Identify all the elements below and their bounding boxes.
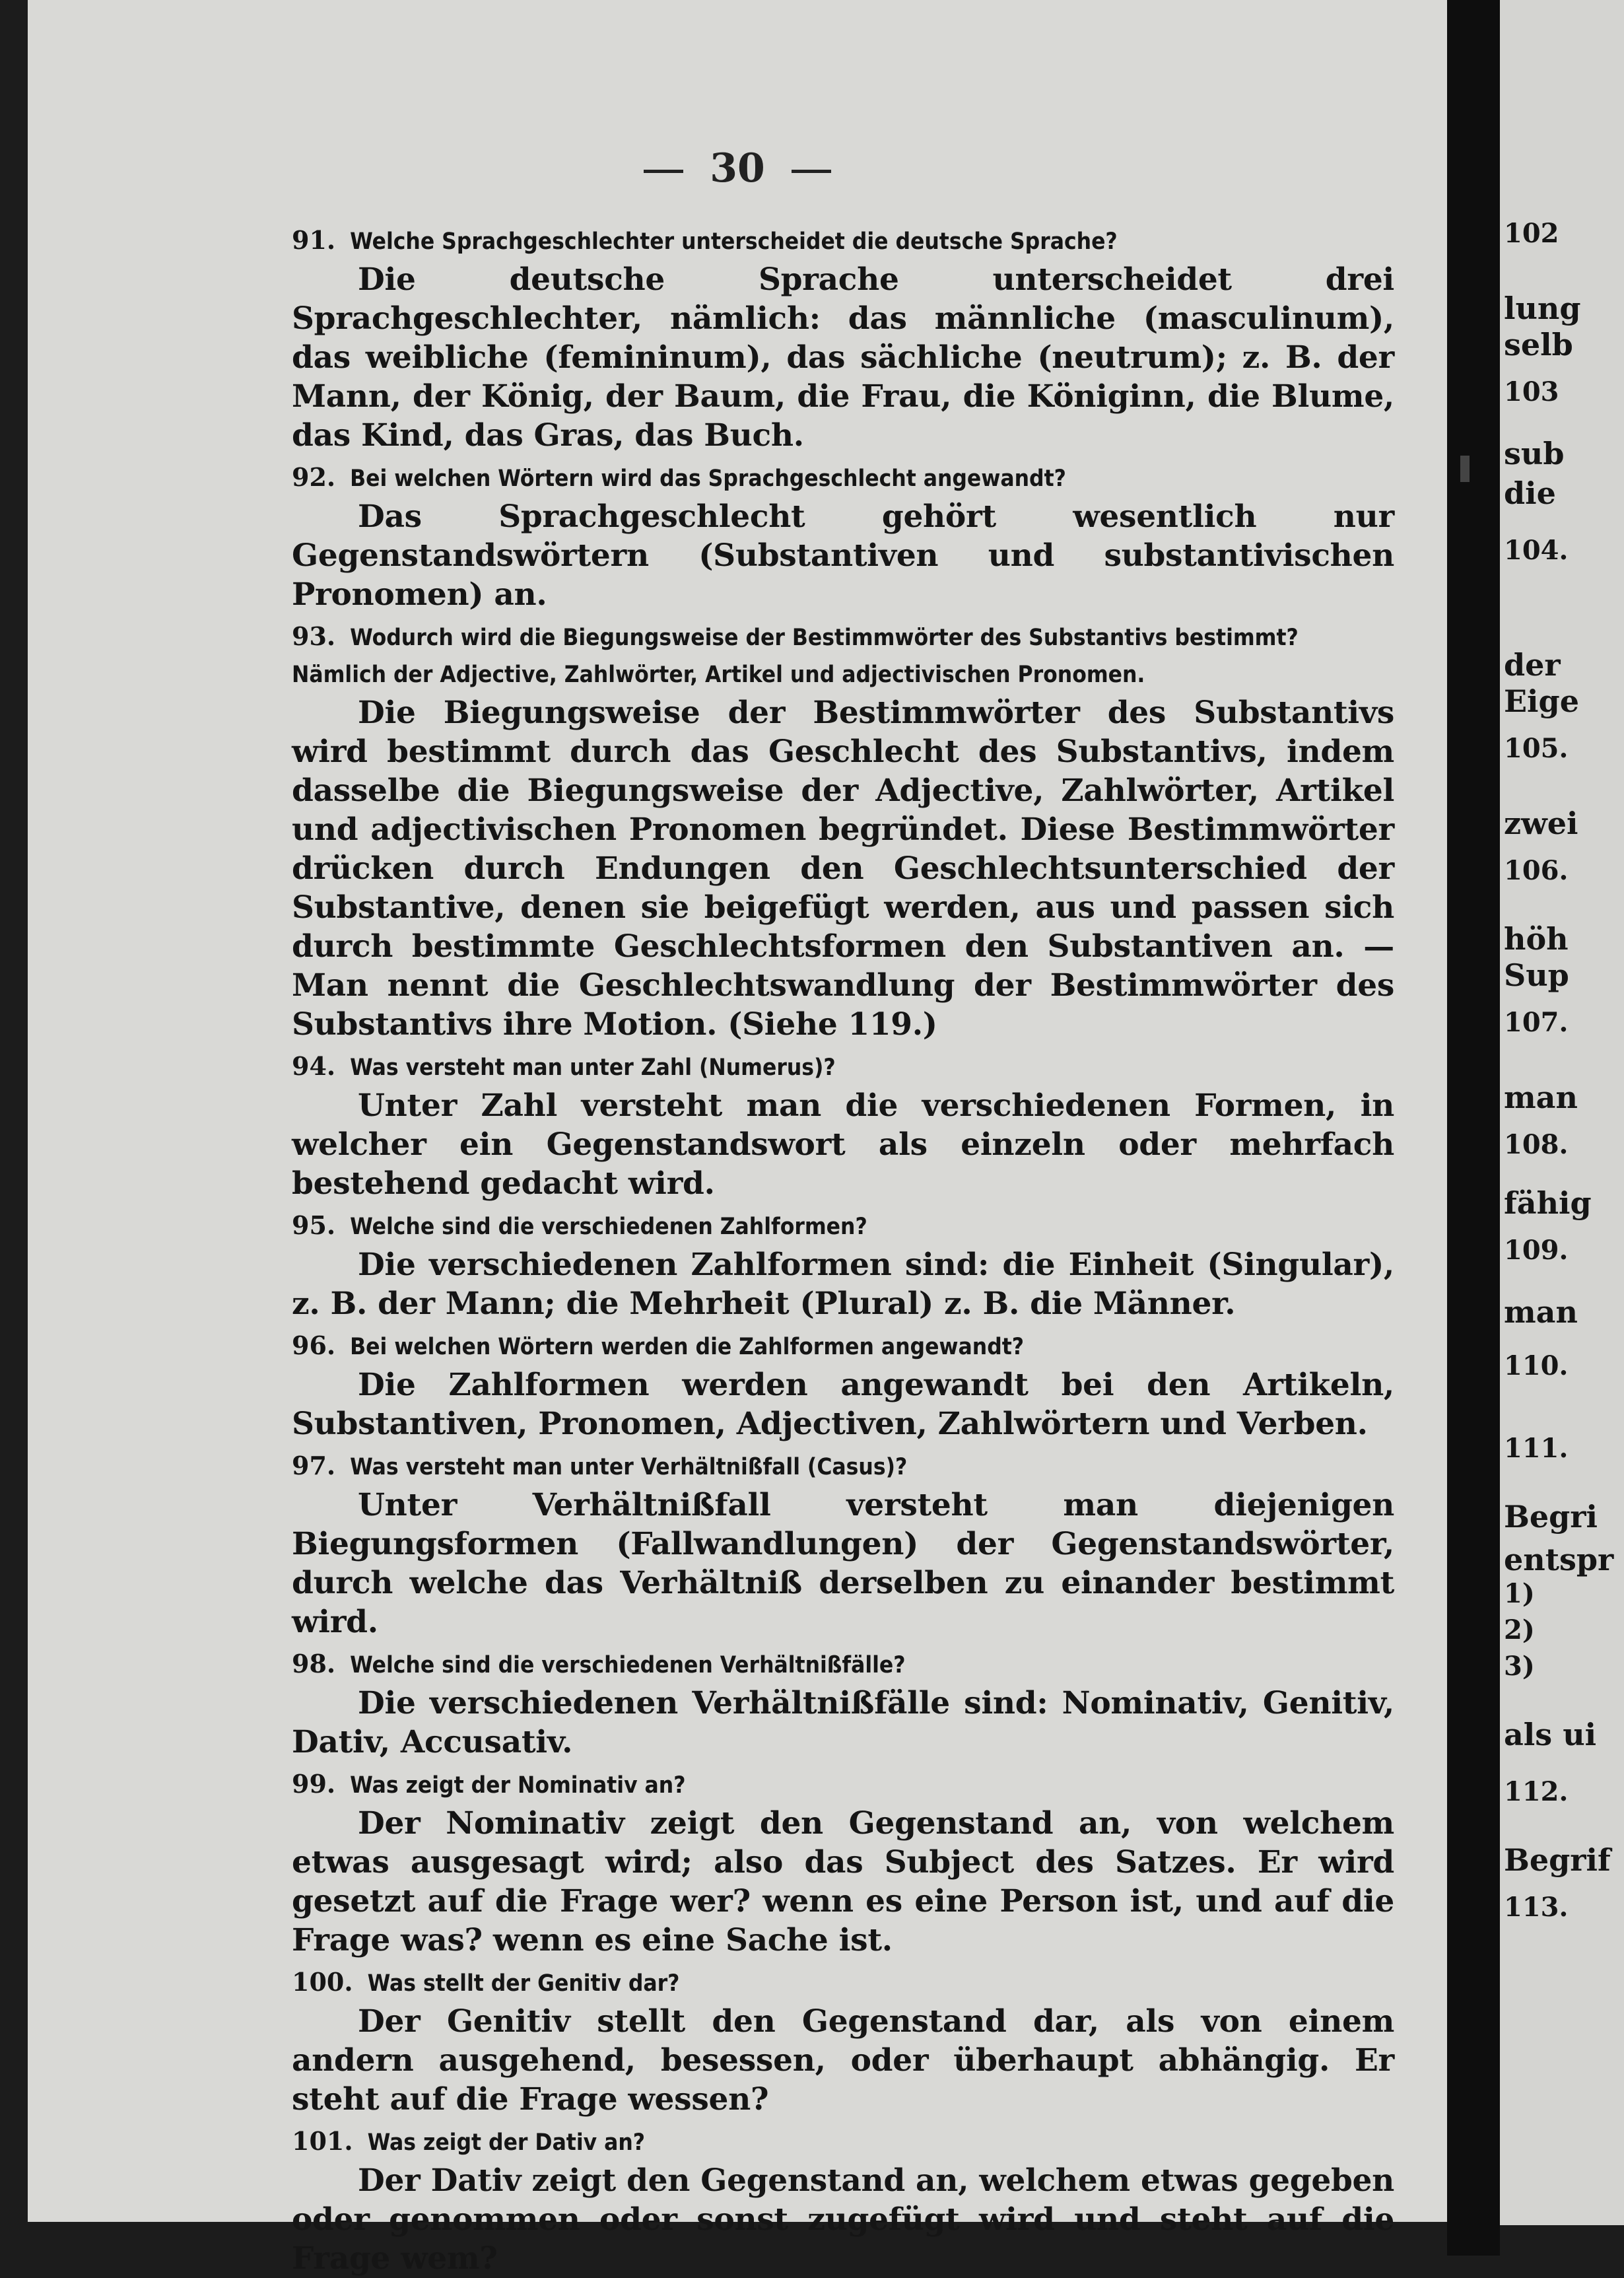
facing-page-fragment: 111. [1504, 1433, 1569, 1464]
answer-text: Der Nominativ zeigt den Gegenstand an, von welchem etwas ausgesagt wird; also das Subject des Satzes. Er wird gesetzt auf die Frage wer? wenn es eine Person ist, und auf die Frage was? wenn es eine Sache ist. [292, 1805, 1394, 1958]
header-dash-left [644, 170, 683, 173]
facing-page-fragment: 110. [1504, 1350, 1569, 1381]
question-text: Was stellt der Genitiv dar? [367, 1970, 680, 1997]
facing-page-fragment: lung [1504, 291, 1581, 326]
question-text: Wodurch wird die Biegungsweise der Bestimmwörter des Substantivs bestimmt? Nämlich der Adjective, Zahlwörter, Artikel und adjectivischen Pronomen. [292, 625, 1299, 688]
answer-text: Unter Zahl versteht man die verschiedenen Formen, in welcher ein Gegenstandswort als einzeln oder mehrfach bestehend gedacht wird. [292, 1087, 1394, 1202]
question-text: Was zeigt der Dativ an? [367, 2129, 646, 2156]
facing-page-fragment: man [1504, 1080, 1578, 1115]
question-number: 101. [292, 2126, 353, 2156]
question-text: Bei welchen Wörtern wird das Sprachgeschlecht angewandt? [350, 466, 1066, 492]
question-number: 93. [292, 621, 336, 651]
question-number: 95. [292, 1210, 336, 1240]
facing-page-fragment: höh [1504, 921, 1569, 957]
facing-page-fragment: 3) [1504, 1651, 1535, 1682]
answer-text: Der Dativ zeigt den Gegenstand an, welchem etwas gegeben oder genommen oder sonst zugefügt wird und steht auf die Frage wem? [292, 2162, 1394, 2277]
header-dash-right [792, 170, 831, 173]
answer-text: Der Genitiv stellt den Gegenstand dar, als von einem andern ausgehend, besessen, oder überhaupt abhängig. Er steht auf die Frage wessen? [292, 2003, 1394, 2118]
facing-page-fragment: 2) [1504, 1614, 1535, 1645]
answer-text: Unter Verhältnißfall versteht man diejenigen Biegungsformen (Fallwandlungen) der Gegenstandswörter, durch welche das Verhältniß derselben zu einander bestimmt wird. [292, 1487, 1394, 1640]
question [292, 2123, 1394, 2161]
facing-page-fragment: 107. [1504, 1007, 1569, 1038]
answer-text: Die Biegungsweise der Bestimmwörter des Substantivs wird bestimmt durch das Geschlecht des Substantivs, indem dasselbe die Biegungsweise der Adjective, Zahlwörter, Artikel und adjectivischen Pronomen begründet. Diese Bestimmwörter drücken durch Endungen den Geschlechtsunterschied der Substantive, denen sie beigefügt werden, aus und passen sich durch bestimmte Geschlechtsformen den Substantiven an. — Man nennt die Geschlechtswandlung der Bestimmwörter des Substantivs ihre Motion. (Siehe 119.) [292, 695, 1394, 1043]
question-text: Welche Sprachgeschlechter unterscheidet die deutsche Sprache? [350, 228, 1118, 255]
question [292, 1447, 1394, 1486]
question [292, 1048, 1394, 1086]
answer-text: Die deutsche Sprache unterscheidet drei Sprachgeschlechter, nämlich: das männliche (masculinum), das weibliche (femininum), das sächliche (neutrum); z. B. der Mann, der König, der Baum, die Frau, die Königinn, die Blume, das Kind, das Gras, das Buch. [292, 261, 1394, 454]
question-text: Welche sind die verschiedenen Verhältnißfälle? [350, 1652, 906, 1678]
facing-page-fragment: 108. [1504, 1129, 1569, 1160]
page-header [28, 145, 1447, 198]
question [292, 1645, 1394, 1684]
facing-page-fragment: man [1504, 1294, 1578, 1330]
qa-list [292, 218, 1394, 2278]
facing-page-fragment: Begrif [1504, 1842, 1611, 1878]
answer-text: Die verschiedenen Zahlformen sind: die Einheit (Singular), z. B. der Mann; die Mehrheit (Plural) z. B. die Männer. [292, 1247, 1394, 1322]
facing-page [1500, 0, 1624, 2225]
facing-page-fragment: 106. [1504, 855, 1569, 886]
facing-page-fragment: 103 [1504, 376, 1559, 407]
question [292, 1766, 1394, 1804]
question-number: 94. [292, 1051, 336, 1081]
facing-page-fragment: 105. [1504, 733, 1569, 764]
question-number: 96. [292, 1330, 336, 1360]
left-page [28, 0, 1447, 2277]
facing-page-fragment: sub [1504, 436, 1565, 471]
question-text: Bei welchen Wörtern werden die Zahlformen angewandt? [350, 1334, 1025, 1360]
facing-page-fragment: 112. [1504, 1776, 1569, 1807]
facing-page-fragment: 1) [1504, 1578, 1535, 1609]
facing-page-fragment: Sup [1504, 957, 1569, 993]
facing-page-fragment: 102 [1504, 218, 1559, 249]
question [292, 1964, 1394, 2002]
facing-page-fragment: selb [1504, 327, 1573, 362]
question-number: 97. [292, 1451, 336, 1480]
question-text: Welche sind die verschiedenen Zahlformen? [350, 1214, 867, 1240]
facing-page-fragment: fähig [1504, 1185, 1592, 1221]
facing-page-fragment: die [1504, 475, 1556, 511]
question-number: 91. [292, 225, 336, 255]
question [292, 222, 1394, 260]
facing-page-fragment: 109. [1504, 1235, 1569, 1266]
facing-page-fragment: Eige [1504, 683, 1579, 719]
facing-page-fragment: entspr [1504, 1542, 1614, 1577]
question-text: Was zeigt der Nominativ an? [350, 1772, 686, 1799]
facing-page-fragment: 104. [1504, 535, 1569, 566]
facing-page-fragment: zwei [1504, 806, 1578, 841]
question [292, 459, 1394, 497]
page-number: 30 [710, 145, 765, 191]
facing-page-fragment: Begri [1504, 1499, 1598, 1535]
facing-page-fragment: der [1504, 647, 1561, 683]
facing-page-fragment: als ui [1504, 1717, 1597, 1752]
question-number: 92. [292, 462, 336, 492]
question-number: 98. [292, 1649, 336, 1678]
question-number: 99. [292, 1769, 336, 1799]
question [292, 618, 1394, 693]
question [292, 1207, 1394, 1245]
facing-page-fragment: 113. [1504, 1892, 1569, 1923]
answer-text: Die Zahlformen werden angewandt bei den Artikeln, Substantiven, Pronomen, Adjectiven, Zahlwörtern und Verben. [292, 1367, 1394, 1442]
answer-text: Das Sprachgeschlecht gehört wesentlich nur Gegenstandswörtern (Substantiven und substantivischen Pronomen) an. [292, 499, 1394, 613]
question-text: Was versteht man unter Zahl (Numerus)? [350, 1054, 836, 1081]
question-number: 100. [292, 1967, 353, 1997]
question [292, 1327, 1394, 1365]
answer-text: Die verschiedenen Verhältnißfälle sind: Nominativ, Genitiv, Dativ, Accusativ. [292, 1685, 1394, 1760]
question-text: Was versteht man unter Verhältnißfall (Casus)? [350, 1454, 908, 1480]
